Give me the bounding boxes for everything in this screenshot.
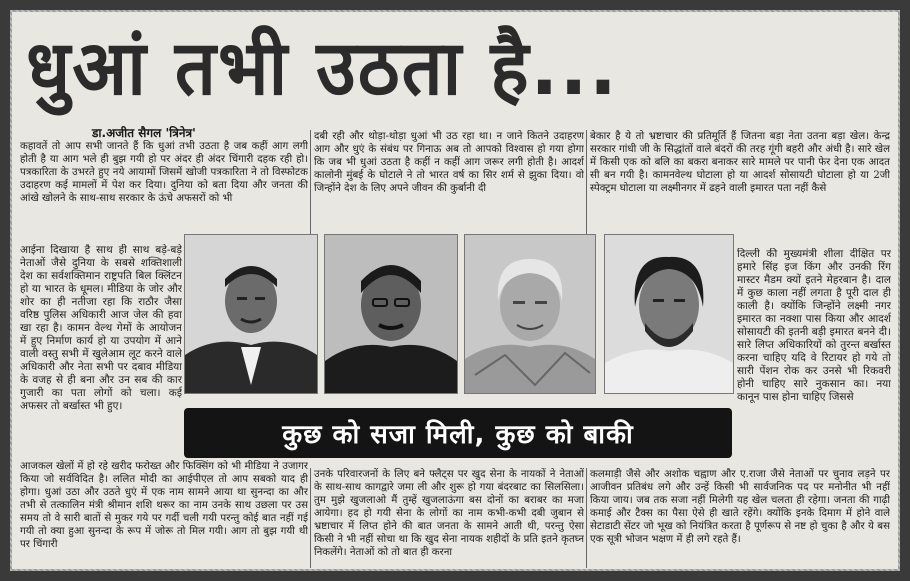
headline: धुआं तभी उठता है... xyxy=(26,23,619,112)
column-divider xyxy=(310,468,311,568)
column-3-middle-text: दिल्ली की मुख्यमंत्री शीला दीक्षित पर हमारे सिंह इज किंग और उनकी रिंग मास्टर मैडम क्यों इतने मेहरबान है। दाल में कुछ काला नहीं लगता है पूरी दाल ही काली है। क्योंकि जिन्होंने लक्ष्मी नगर इमारत का नक्शा पास किया और आदर्श सोसायटी की इतनी बड़ी इमारत बनने दी। सारे लिप्त अधिकारियों को तुरन्त बर्खास्त करना चाहिए यदि वे रिटायर हो गये तो सारी पेंशन रोक कर उनसे भी रिकवरी होनी चाहिए सारे नुकसान का। नया कानून पास होना चाहिए जिससे xyxy=(737,248,891,403)
column-1-middle-text: आईना दिखाया है साथ ही साथ बड़े-बड़े नेताओं जैसे दुनिया के सबसे शक्तिशाली देश का सर्वशक्तिमान राष्ट्रपति बिल क्लिंटन हो या भारत के धूमल। मीडिया के जोर और शोर का ही नतीजा रहा कि राठौर जैसा वरिष्ठ पुलिस अधिकारी आज जेल की हवा खा रहा है। कामन वेल्थ गेमों के आयोजन में हुए निर्माण कार्य हो या उपयोग में आने वाली वस्तु सभी में खुलेआम लूट करने वाले अधिकारी और नेता सभी पर दबाव मीडिया के वजह से ही बना और उन सब की कार गुजारी का पता लोगों को चला। कई अफसर तो बर्खास्त भी हुए। xyxy=(20,244,182,412)
portrait-photo-1 xyxy=(184,234,318,394)
column-3-bottom-text: कलमाड़ी जैसे और अशोक चह्वाण और ए.राजा जैसे नेताओं पर चुनाव लड़ने पर आजीवन प्रतिबंध लगे और उन्हें किसी भी सार्वजनिक पद पर मनोनीत भी नहीं किया जाय। जब तक सजा नहीं मिलेगी यह खेल चलता ही रहेगा। जनता की गाढ़ी कमाई और टैक्स का पैसा ऐसे ही खाते रहेंगे। क्योंकि इनके दिमाग में होने वाले सेटाडाटी सेंटर जो भूख को नियंत्रित करता है पूर्णरूप से नष्ट हो चुका है और ये बस एक सूत्री भोजन भक्षण में ही लगे रहते हैं। xyxy=(590,469,890,545)
column-1-top-text: कहावतें तो आप सभी जानते हैं कि धुआं तभी उठता है जब कहीं आग लगी होती है या आग भले ही बुझ गयी हो पर अंदर ही अंदर चिंगारी दहक रही हो। पत्रकारिता के उभरते हुए नये आयामों जिसमें खोजी पत्रकारिता ने तो विस्फोटक उदाहरण कई मामलों में पेश कर दिया। दुनिया को बता दिया और जनता की आंखे खोलने के साथ-साथ सरकार के ऊंचे अफसरों को भी xyxy=(20,141,308,204)
column-divider xyxy=(586,130,587,234)
photo-caption-text: कुछ को सजा मिली, कुछ को बाकी xyxy=(282,420,634,450)
column-divider xyxy=(586,468,587,568)
portrait-photo-4 xyxy=(604,234,734,394)
column-1-bottom-text: आजकल खेलों में हो रहे खरीद फरोख्त और फिक्सिंग को भी मीडिया ने उजागर किया जो सर्वविदित है। ललित मोदी का आईपीएल तो आप सबको याद ही होगा। धुआं उठा और उठते धुएं में एक नाम सामने आया था सुनन्दा का और तभी से तत्कालिन मंत्री श्रीमान शशि थरूर का नाम उनके साथ उछला पर उस समय तो वे सारी बातों से मुकर गये पर गर्दी चली गयी परन्तु कोई बात नहीं गई गयी तो क्या हुआ सुनन्दा के रूप में जोरू तो मिल गयी। आग तो बुझ गयी थी पर चिंगारी xyxy=(20,461,308,550)
portrait-photo-3 xyxy=(464,234,596,394)
column-divider xyxy=(310,130,311,234)
column-2-top-text: दबी रही और थोड़ा-थोड़ा धुआं भी उठ रहा था। न जाने कितने उदाहरण आग और धुएं के संबंध पर गिनाऊ अब तो आपको विश्वास हो गया होगा कि जब भी धुआं उठता है कहीं न कहीं आग जरूर लगी होती है। आदर्श कालोनी मुंबई के घोटाले ने तो भारत वर्ष का सिर शर्म से झुका दिया। वो जिन्होंने देश के लिए अपने जीवन की कुर्बानी दी xyxy=(314,131,584,194)
column-2-bottom-text: उनके परिवारजनों के लिए बने फ्लैट्स पर खुद सेना के नायकों ने नेताओं के साथ-साथ कागद्वारे जमा ली और शुरू हो गया बंदरबाट का सिलसिला। तुम मुझे खुजलाओ मैं तुम्हें खुजलाऊंगा बस दोनों का बराबर का मजा आयेगा। हद हो गयी सेना के लोगों का नाम कभी-कभी दबी जुबान से भ्रष्टाचार में लिप्त होने की बात जनता के सामने आती थी, परन्तु ऐसा किसी ने भी नहीं सोचा था कि खुद सेना नायक शहीदों के प्रति इतने कृतघ्न निकलेंगे। नेताओं को तो बात ही करना xyxy=(314,469,584,558)
byline: डा.अजीत सैगल 'त्रिनेत्र' xyxy=(92,126,196,140)
newspaper-clipping xyxy=(12,12,898,569)
photo-caption-banner xyxy=(184,408,732,458)
column-3-top-text: बेकार है ये तो भ्रष्टाचार की प्रतिमूर्ति हैं जितना बड़ा नेता उतना बड़ा खेल। केन्द्र सरकार गांधी जी के सिद्धांतों वाले बंदरों की तरह गूंगी बहरी और अंधी है। सारे खेल में किसी एक को बलि का बकरा बनाकर सारे मामले पर पानी फेर देना एक आदत सी बन गयी है। कामनवेल्थ घोटाला हो या आदर्श सोसायटी घोटाला हो या 2जी स्पेक्ट्रम घोटाला या लक्ष्मीनगर में ढहने वाली इमारत पता नहीं कैसे xyxy=(590,131,890,194)
portrait-photo-2 xyxy=(324,234,458,394)
